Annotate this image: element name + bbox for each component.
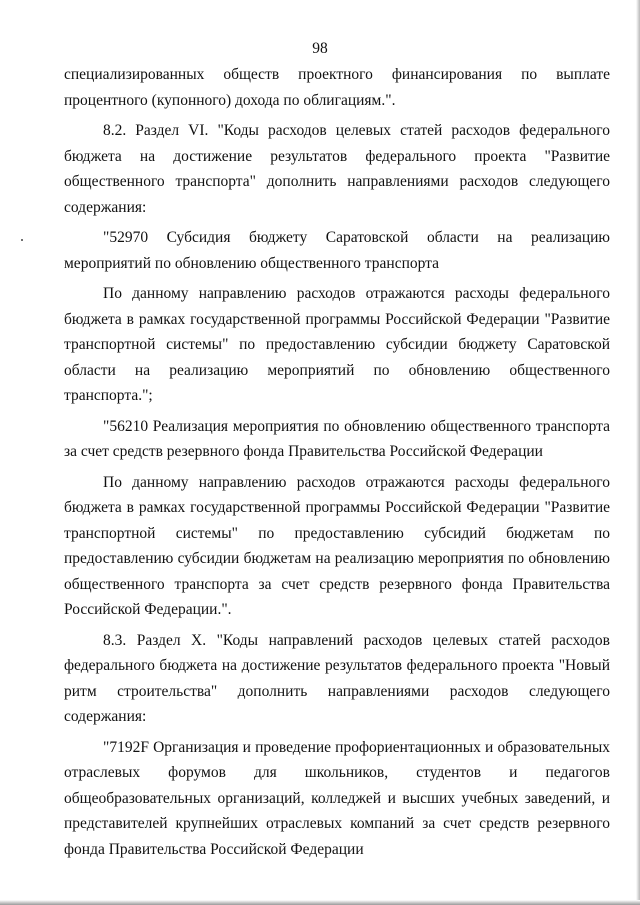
paragraph-section-8-2: 8.2. Раздел VI. "Коды расходов целевых статей расходов федерального бюджета на достижение результатов федерального проекта "Развитие общественного транспорта" дополнить направлениями расходов следующего содержания: — [64, 122, 610, 216]
document-body — [64, 62, 610, 862]
paragraph-code-7192F: "7192F Организация и проведение профориентационных и образовательных отраслевых форумов для школьников, студентов и педагогов общеобразовательных организаций, колледжей и высших учебных заведений, и представителей крупнейших отраслевых компаний за счет средств резервного фонда Правительства Российской Федерации — [64, 738, 610, 858]
scan-edge-right — [636, 0, 640, 905]
paragraph-56210-description: По данному направлению расходов отражаются расходы федерального бюджета в рамках государственной программы Российской Федерации "Развитие транспортной системы" по предоставлению субсидий бюджетам по предоставлению субсидии бюджетам на реализацию мероприятия по обновлению общественного транспорта за счет средств резервного фонда Правительства Российской Федерации.". — [64, 473, 610, 618]
scan-speck — [21, 239, 23, 241]
paragraph-section-8-3: 8.3. Раздел X. "Коды направлений расходов целевых статей расходов федерального бюджета на достижение результатов федерального проекта "Новый ритм строительства" дополнить направлениями расходов следующего содержания: — [64, 631, 610, 725]
paragraph-code-56210: "56210 Реализация мероприятия по обновлению общественного транспорта за счет средств резервного фонда Правительства Российской Федерации — [64, 417, 610, 460]
paragraph-continuation: специализированных обществ проектного финансирования по выплате процентного (купонного) дохода по облигациям.". — [64, 66, 610, 109]
paragraph-52970-description: По данному направлению расходов отражаются расходы федерального бюджета в рамках государственной программы Российской Федерации "Развитие транспортной системы" по предоставлению субсидии бюджету Саратовской области на реализацию мероприятий по обновлению общественного транспорта."; — [64, 285, 610, 404]
page-number: 98 — [312, 40, 328, 57]
scan-edge-bottom — [0, 900, 640, 905]
paragraph-code-52970: "52970 Субсидия бюджету Саратовской области на реализацию мероприятий по обновлению общественного транспорта — [64, 229, 610, 272]
